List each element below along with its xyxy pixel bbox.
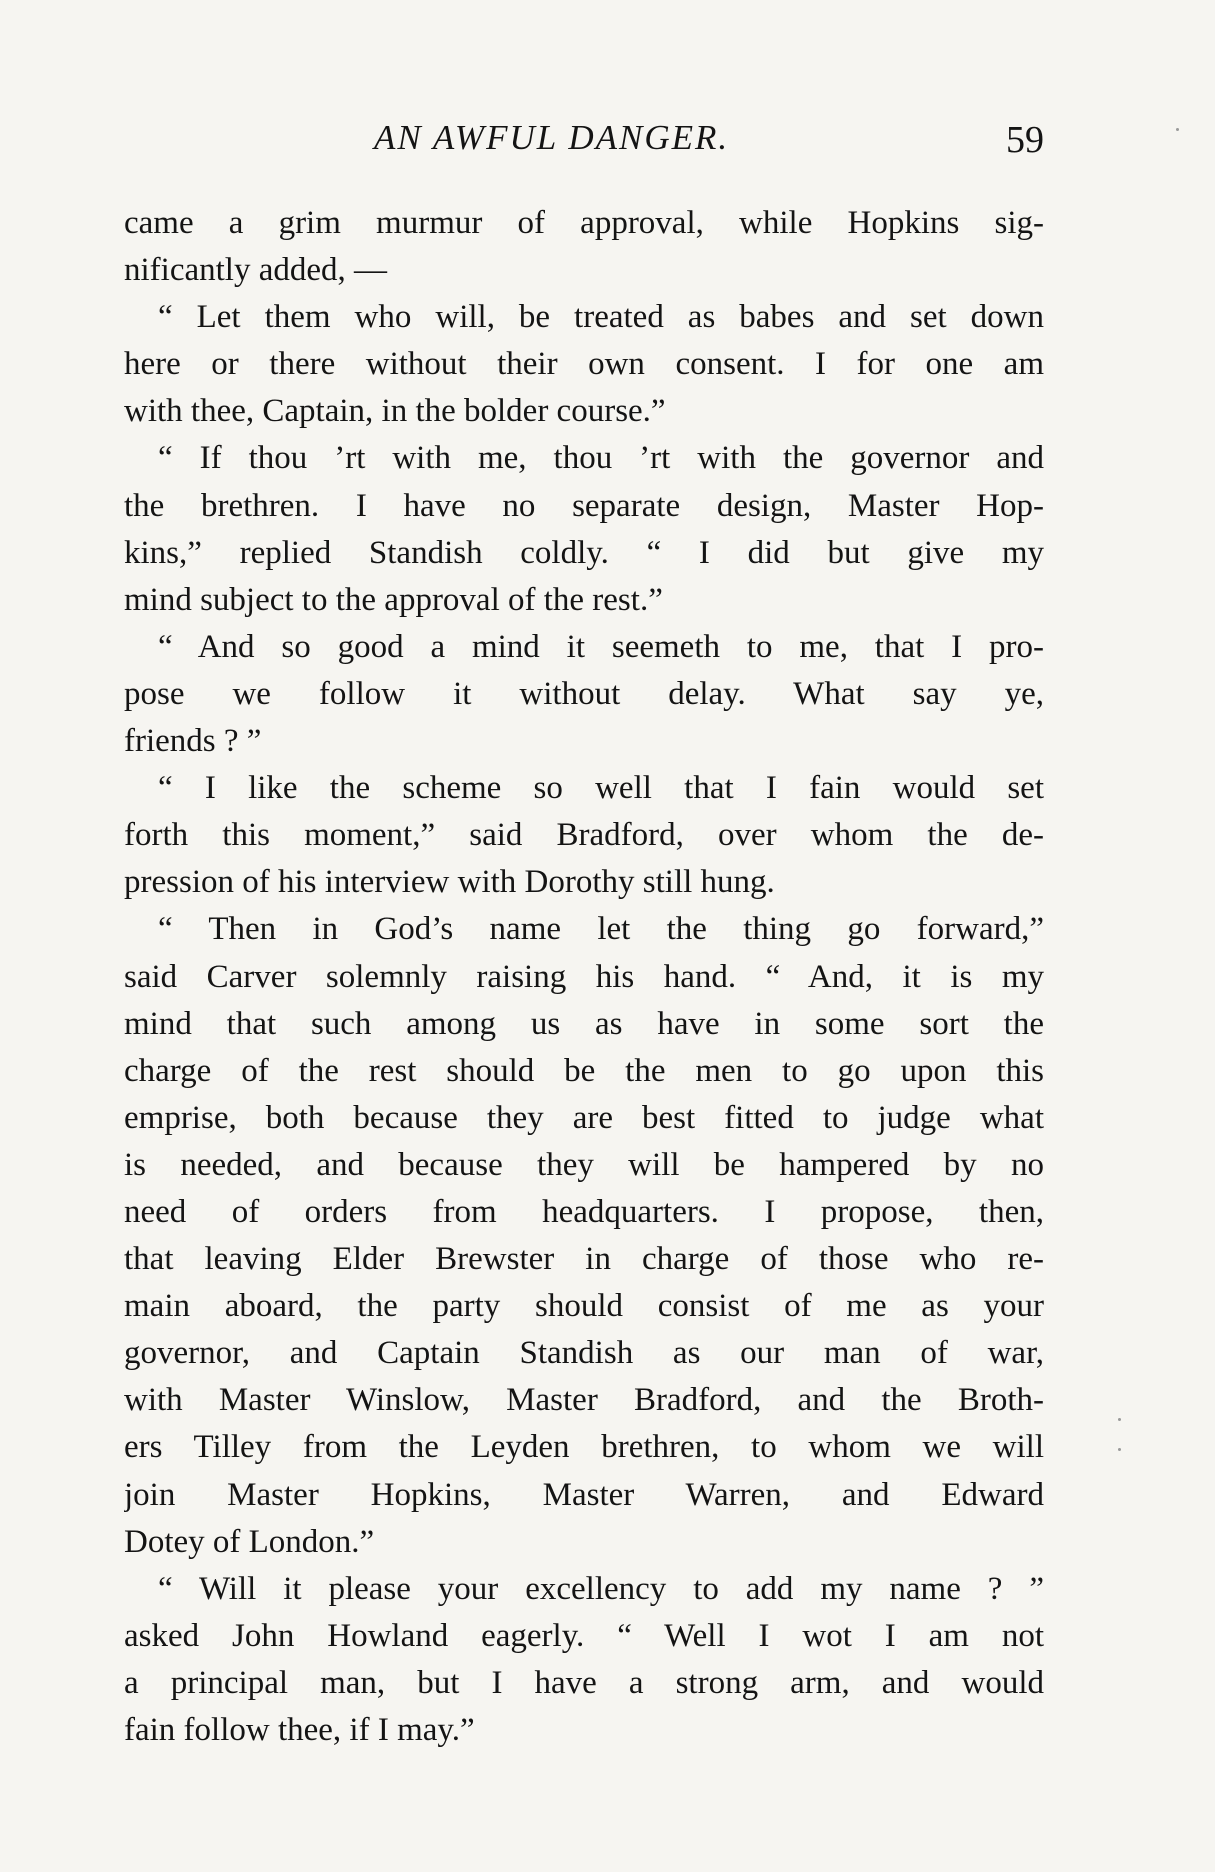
text-line: pose we follow it without delay. What say ye, [124, 675, 1044, 712]
text-line: asked John Howland eagerly. “ Well I wot I am not [124, 1617, 1044, 1654]
text-line: is needed, and because they will be hampered by no [124, 1146, 1044, 1183]
text-line: “ And so good a mind it seemeth to me, that I pro- [158, 628, 1044, 665]
text-line: pression of his interview with Dorothy still hung. [124, 864, 775, 901]
paper-speck [1176, 128, 1179, 131]
text-line: main aboard, the party should consist of me as your [124, 1288, 1044, 1325]
text-line: the brethren. I have no separate design, Master Hop- [124, 487, 1044, 524]
text-line: kins,” replied Standish coldly. “ I did but give my [124, 534, 1044, 571]
text-line: friends ? ” [124, 723, 262, 760]
text-line: said Carver solemnly raising his hand. “ And, it is my [124, 958, 1044, 995]
text-line: join Master Hopkins, Master Warren, and Edward [124, 1476, 1044, 1513]
text-line: “ If thou ’rt with me, thou ’rt with the governor and [158, 440, 1044, 477]
text-line: fain follow thee, if I may.” [124, 1712, 475, 1748]
text-line: nificantly added, — [124, 252, 388, 289]
chapter-title: AN AWFUL DANGER. [374, 118, 730, 157]
text-line: Dotey of London.” [124, 1523, 375, 1560]
text-line: with Master Winslow, Master Bradford, and the Broth- [124, 1382, 1044, 1419]
running-head [124, 118, 1044, 178]
text-line: forth this moment,” said Bradford, over whom the de- [124, 817, 1044, 854]
text-line: charge of the rest should be the men to go upon this [124, 1052, 1044, 1089]
text-line: mind that such among us as have in some sort the [124, 1005, 1044, 1042]
text-line: came a grim murmur of approval, while Hopkins sig- [124, 205, 1044, 241]
paper-speck [1118, 1448, 1121, 1451]
text-line: governor, and Captain Standish as our man of war, [124, 1335, 1044, 1372]
text-line: “ Then in God’s name let the thing go forward,” [158, 911, 1044, 948]
text-line: “ Let them who will, be treated as babes and set down [158, 299, 1044, 336]
text-line: need of orders from headquarters. I propose, then, [124, 1193, 1044, 1230]
page-number: 59 [1006, 119, 1044, 161]
body-text [124, 200, 1044, 1754]
text-line: here or there without their own consent. I for one am [124, 346, 1044, 383]
text-line: with thee, Captain, in the bolder course.” [124, 393, 666, 430]
paper-speck [1118, 1418, 1121, 1421]
text-line: ers Tilley from the Leyden brethren, to whom we will [124, 1429, 1044, 1466]
text-line: emprise, both because they are best fitted to judge what [124, 1099, 1044, 1136]
text-line: that leaving Elder Brewster in charge of those who re- [124, 1241, 1044, 1278]
text-line: mind subject to the approval of the rest.” [124, 581, 663, 618]
text-line: a principal man, but I have a strong arm, and would [124, 1664, 1044, 1701]
text-line: “ Will it please your excellency to add my name ? ” [158, 1570, 1044, 1607]
text-line: “ I like the scheme so well that I fain would set [158, 770, 1044, 807]
